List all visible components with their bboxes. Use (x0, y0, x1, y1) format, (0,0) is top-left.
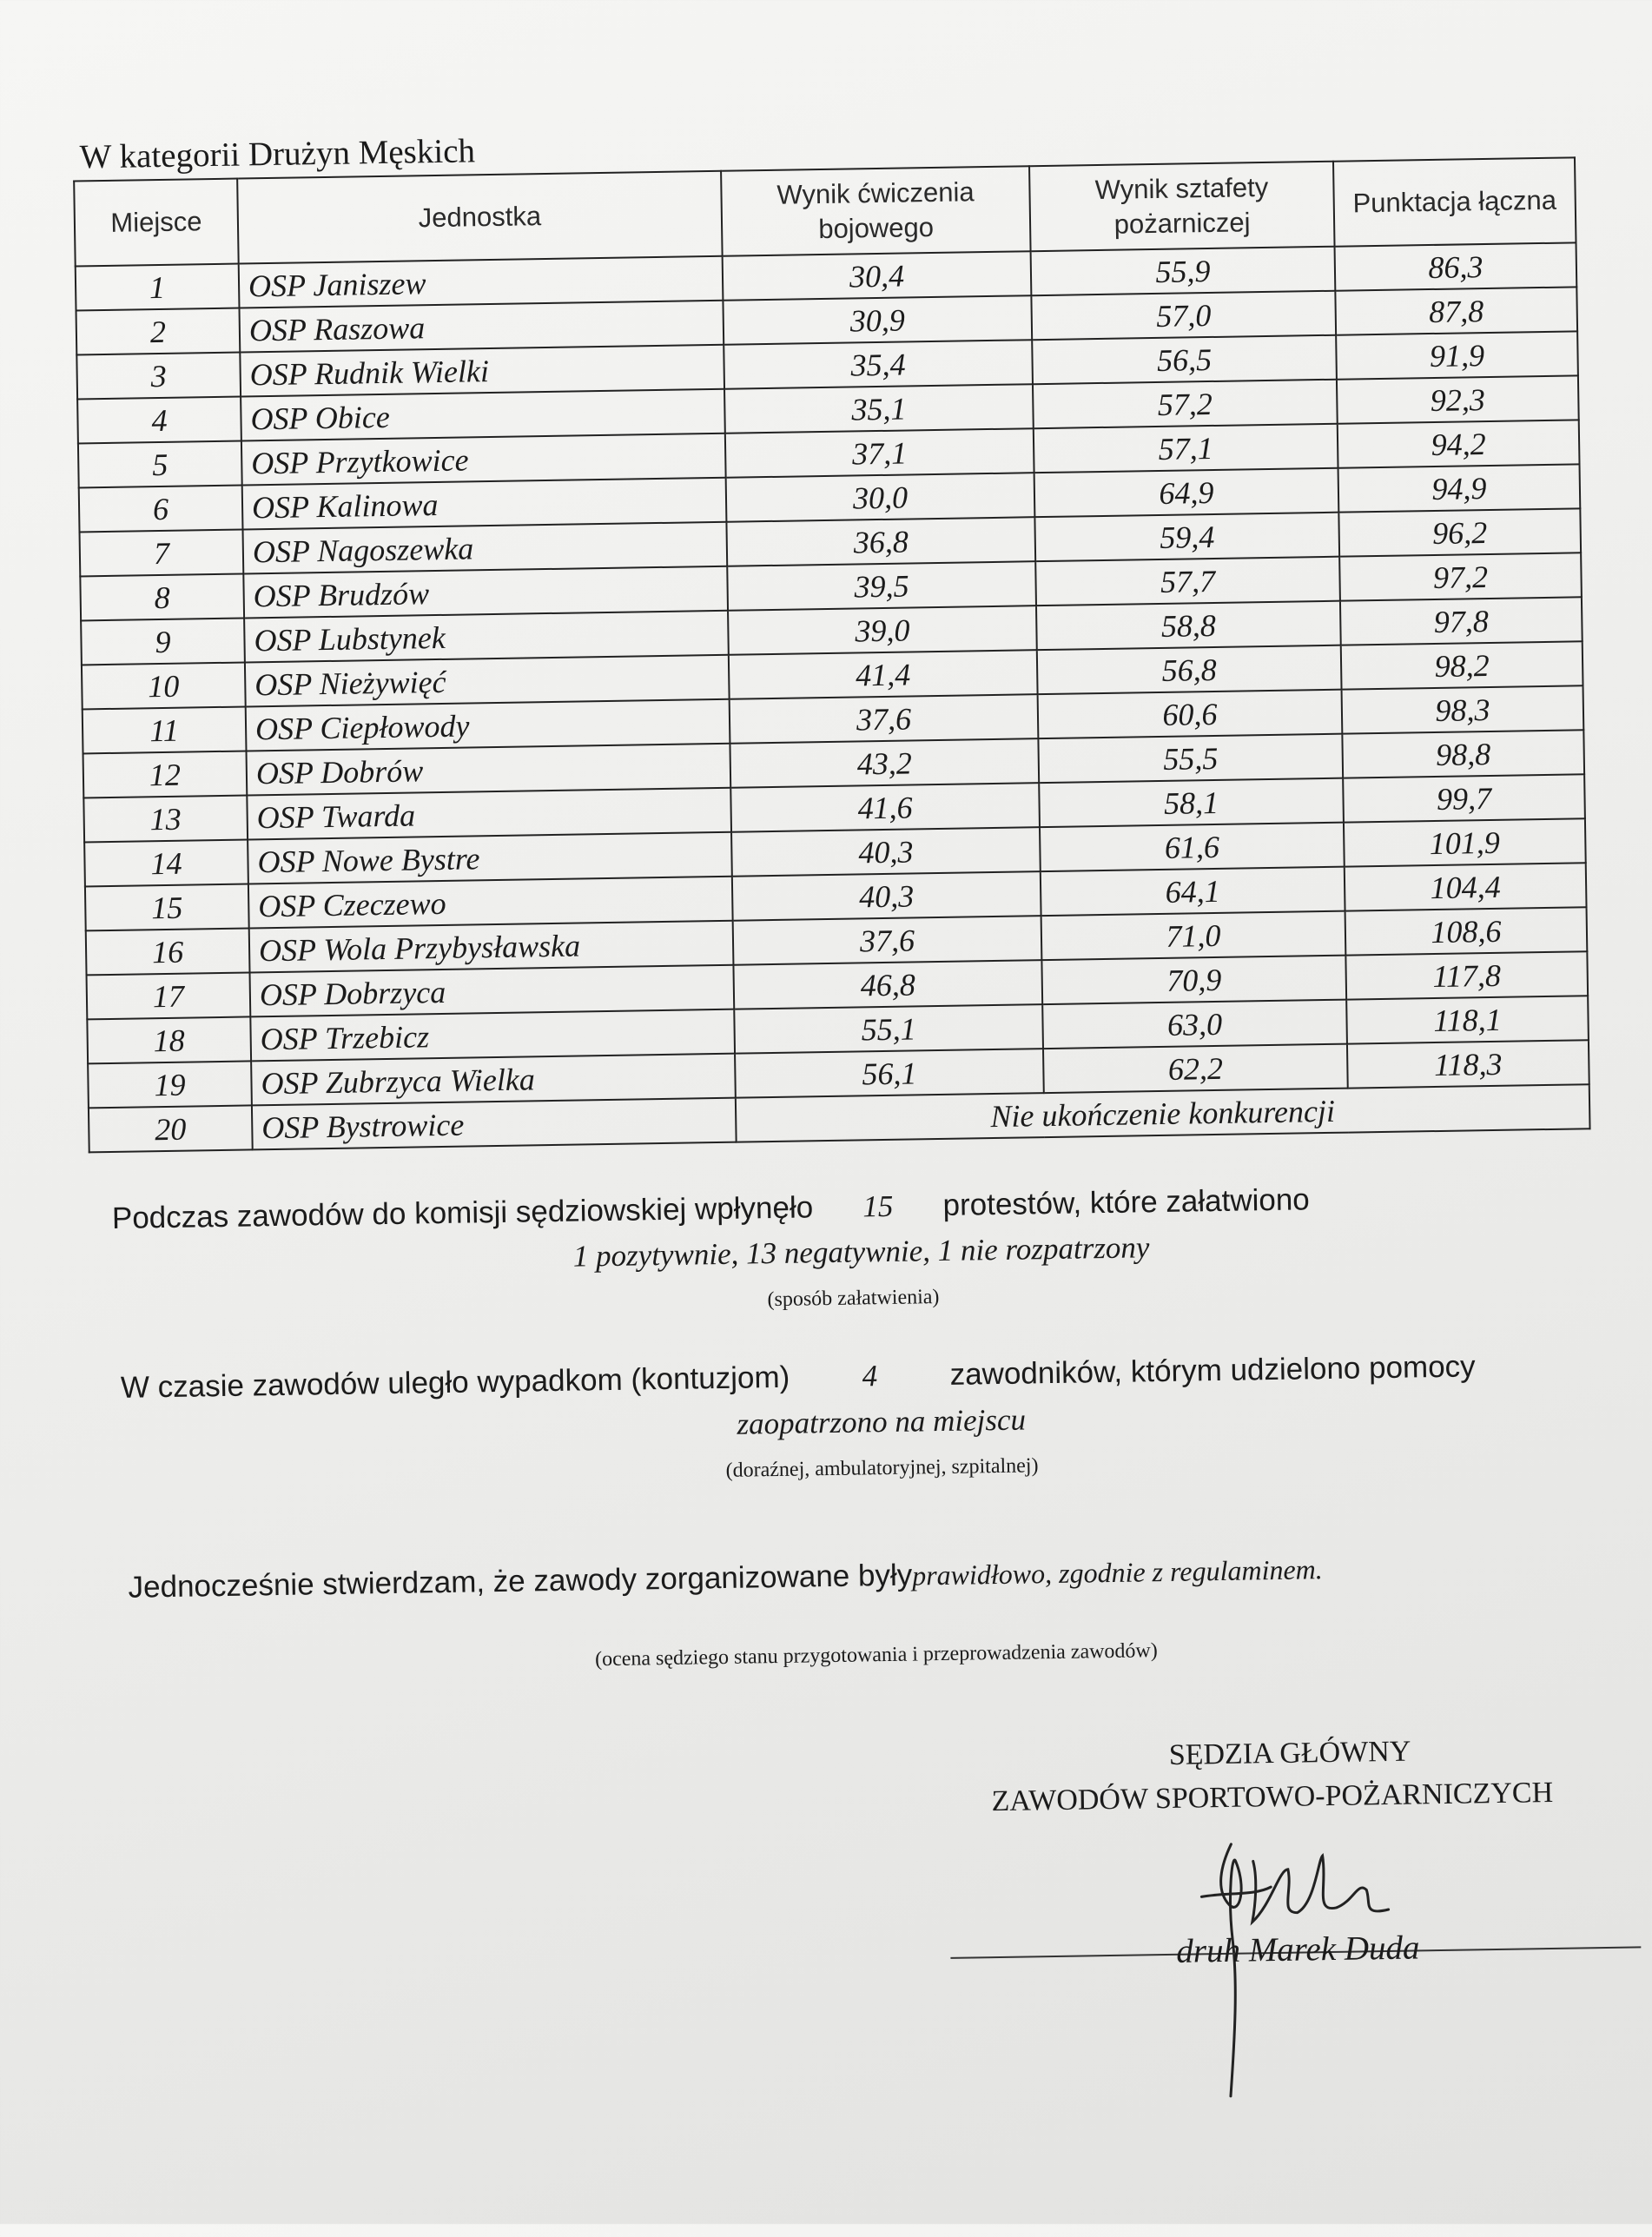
header-combat-line1: Wynik ćwiczenia (776, 176, 975, 210)
total-score-cell: 118,3 (1347, 1040, 1589, 1088)
relay-score-cell: 62,2 (1043, 1044, 1348, 1093)
combat-score-cell: 43,2 (730, 738, 1039, 788)
results-body (76, 242, 1590, 1152)
place-cell: 4 (77, 397, 241, 444)
relay-score-cell: 57,7 (1035, 557, 1340, 606)
protests-suffix: protestów, które załatwiono (942, 1182, 1311, 1222)
place-cell: 3 (76, 353, 241, 400)
place-cell: 17 (87, 972, 251, 1019)
total-score-cell: 87,8 (1335, 287, 1577, 334)
header-unit: Jednostka (237, 171, 722, 264)
place-cell: 18 (87, 1016, 251, 1063)
category-title: W kategorii Drużyn Męskich (79, 132, 476, 176)
total-score-cell: 98,3 (1342, 685, 1584, 733)
total-score-cell: 104,4 (1345, 863, 1587, 910)
unit-cell: OSP Wola Przybysławska (249, 921, 734, 973)
total-score-cell: 94,9 (1338, 464, 1581, 512)
accidents-prefix: W czasie zawodów uległo wypadkom (kontuzjom) (120, 1360, 790, 1405)
unit-cell: OSP Lubstynek (244, 611, 729, 663)
protests-caption: (sposób załatwienia) (767, 1286, 940, 1312)
place-cell: 12 (83, 751, 248, 798)
total-score-cell: 91,9 (1336, 331, 1578, 379)
combat-score-cell: 39,5 (727, 561, 1036, 611)
relay-score-cell: 57,0 (1031, 291, 1336, 340)
combat-score-cell: 30,9 (723, 295, 1032, 345)
relay-score-cell: 64,9 (1034, 468, 1339, 517)
place-cell: 10 (82, 663, 246, 710)
total-score-cell: 117,8 (1345, 951, 1588, 999)
unit-cell: OSP Janiszew (239, 256, 724, 308)
header-place: Miejsce (74, 179, 239, 267)
protests-prefix: Podczas zawodów do komisji sędziowskiej wpłynęło (111, 1190, 814, 1235)
place-cell: 15 (85, 884, 249, 930)
unit-cell: OSP Dobrów (247, 744, 731, 796)
relay-score-cell: 60,6 (1038, 690, 1343, 738)
total-score-cell: 98,8 (1342, 730, 1584, 778)
protests-resolution-text: 1 pozytywnie, 13 negatywnie, 1 nie rozpatrzony (572, 1230, 1150, 1274)
total-score-cell: 118,1 (1346, 996, 1589, 1043)
total-score-cell: 97,8 (1340, 597, 1583, 645)
protests-count: 15 (862, 1188, 894, 1224)
protests-line (112, 1182, 1310, 1236)
combat-score-cell: 46,8 (733, 960, 1042, 1009)
statement-line (128, 1552, 1323, 1605)
accidents-suffix: zawodników, którym udzielono pomocy (949, 1349, 1476, 1392)
total-score-cell: 99,7 (1343, 774, 1585, 822)
relay-score-cell: 56,5 (1032, 335, 1337, 384)
relay-score-cell: 59,4 (1034, 513, 1339, 561)
combat-score-cell: 41,6 (730, 783, 1040, 832)
header-total: Punktacja łączna (1333, 157, 1576, 246)
combat-score-cell: 36,8 (726, 517, 1035, 566)
unit-cell: OSP Twarda (247, 788, 731, 840)
results-table (73, 156, 1590, 1153)
relay-score-cell: 58,1 (1039, 778, 1344, 827)
unit-cell: OSP Zubrzyca Wielka (251, 1054, 736, 1106)
relay-score-cell: 70,9 (1041, 956, 1346, 1004)
dnf-note-cell: Nie ukończenie konkurencji (736, 1084, 1590, 1142)
combat-score-cell: 41,4 (729, 650, 1038, 699)
unit-cell: OSP Obice (241, 389, 725, 441)
relay-score-cell: 61,6 (1040, 823, 1345, 871)
place-cell: 11 (83, 706, 247, 753)
place-cell: 9 (81, 619, 245, 665)
total-score-cell: 92,3 (1337, 375, 1579, 423)
judge-title-line1: SĘDZIA GŁÓWNY (1168, 1735, 1411, 1771)
relay-score-cell: 55,5 (1038, 734, 1343, 783)
unit-cell: OSP Kalinowa (242, 478, 727, 530)
combat-score-cell: 37,6 (730, 694, 1039, 744)
unit-cell: OSP Czeczewo (248, 877, 733, 929)
relay-score-cell: 57,2 (1033, 380, 1338, 428)
place-cell: 8 (80, 574, 244, 621)
relay-score-cell: 58,8 (1036, 601, 1341, 650)
unit-cell: OSP Brudzów (243, 566, 728, 619)
relay-score-cell: 56,8 (1037, 645, 1342, 694)
place-cell: 2 (76, 308, 241, 355)
place-cell: 16 (86, 928, 250, 975)
total-score-cell: 86,3 (1335, 242, 1577, 290)
place-cell: 20 (89, 1105, 253, 1152)
place-cell: 14 (84, 839, 248, 886)
combat-score-cell: 39,0 (728, 606, 1037, 655)
statement-assessment: prawidłowo, zgodnie z regulaminem. (911, 1553, 1323, 1592)
accidents-count: 4 (862, 1359, 878, 1393)
total-score-cell: 94,2 (1338, 420, 1580, 467)
judge-title-line2: ZAWODÓW SPORTOWO-POŻARNICZYCH (991, 1777, 1554, 1818)
place-cell: 13 (83, 795, 248, 842)
relay-score-cell: 63,0 (1042, 1000, 1347, 1049)
unit-cell: OSP Rudnik Wielki (240, 345, 724, 397)
place-cell: 1 (76, 264, 240, 311)
combat-score-cell: 56,1 (735, 1049, 1044, 1098)
combat-score-cell: 40,3 (732, 871, 1041, 921)
place-cell: 7 (80, 530, 244, 577)
unit-cell: OSP Trzebicz (250, 1009, 735, 1062)
unit-cell: OSP Nieżywięć (245, 655, 730, 707)
total-score-cell: 98,2 (1341, 641, 1583, 689)
unit-cell: OSP Przytkowice (241, 434, 726, 486)
combat-score-cell: 37,1 (725, 428, 1034, 478)
total-score-cell: 97,2 (1339, 553, 1582, 600)
header-relay (1029, 162, 1334, 251)
accidents-caption: (doraźnej, ambulatoryjnej, szpitalnej) (725, 1454, 1039, 1482)
combat-score-cell: 55,1 (734, 1004, 1043, 1054)
relay-score-cell: 64,1 (1041, 867, 1345, 916)
relay-score-cell: 71,0 (1041, 911, 1346, 960)
combat-score-cell: 35,1 (724, 384, 1034, 434)
total-score-cell: 96,2 (1338, 508, 1581, 556)
judge-name: druh Marek Duda (1176, 1929, 1420, 1970)
combat-score-cell: 35,4 (724, 340, 1033, 389)
unit-cell: OSP Nagoszewka (242, 522, 727, 574)
unit-cell: OSP Bystrowice (252, 1098, 737, 1150)
place-cell: 6 (79, 486, 243, 533)
relay-score-cell: 57,1 (1034, 424, 1338, 473)
combat-score-cell: 30,4 (723, 251, 1032, 301)
statement-caption: (ocena sędziego stanu przygotowania i przeprowadzenia zawodów) (594, 1639, 1158, 1671)
total-score-cell: 108,6 (1345, 907, 1588, 955)
accidents-help-text: zaopatrzono na miejscu (737, 1402, 1027, 1441)
unit-cell: OSP Dobrzyca (250, 965, 735, 1017)
header-combat-line2: bojowego (818, 211, 935, 245)
unit-cell: OSP Raszowa (239, 301, 724, 353)
combat-score-cell: 37,6 (733, 916, 1042, 965)
unit-cell: OSP Nowe Bystre (248, 832, 732, 884)
header-combat (721, 166, 1030, 256)
accidents-line (121, 1349, 1476, 1405)
header-relay-line2: pożarniczej (1113, 207, 1251, 240)
relay-score-cell: 55,9 (1031, 247, 1336, 295)
combat-score-cell: 40,3 (731, 827, 1041, 877)
place-cell: 5 (78, 441, 242, 488)
combat-score-cell: 30,0 (726, 473, 1035, 522)
statement-prefix: Jednocześnie stwierdzam, że zawody zorganizowane były (128, 1558, 913, 1605)
header-relay-line1: Wynik sztafety (1094, 171, 1269, 206)
total-score-cell: 101,9 (1344, 818, 1586, 866)
place-cell: 19 (88, 1061, 252, 1108)
unit-cell: OSP Ciepłowody (246, 699, 730, 751)
